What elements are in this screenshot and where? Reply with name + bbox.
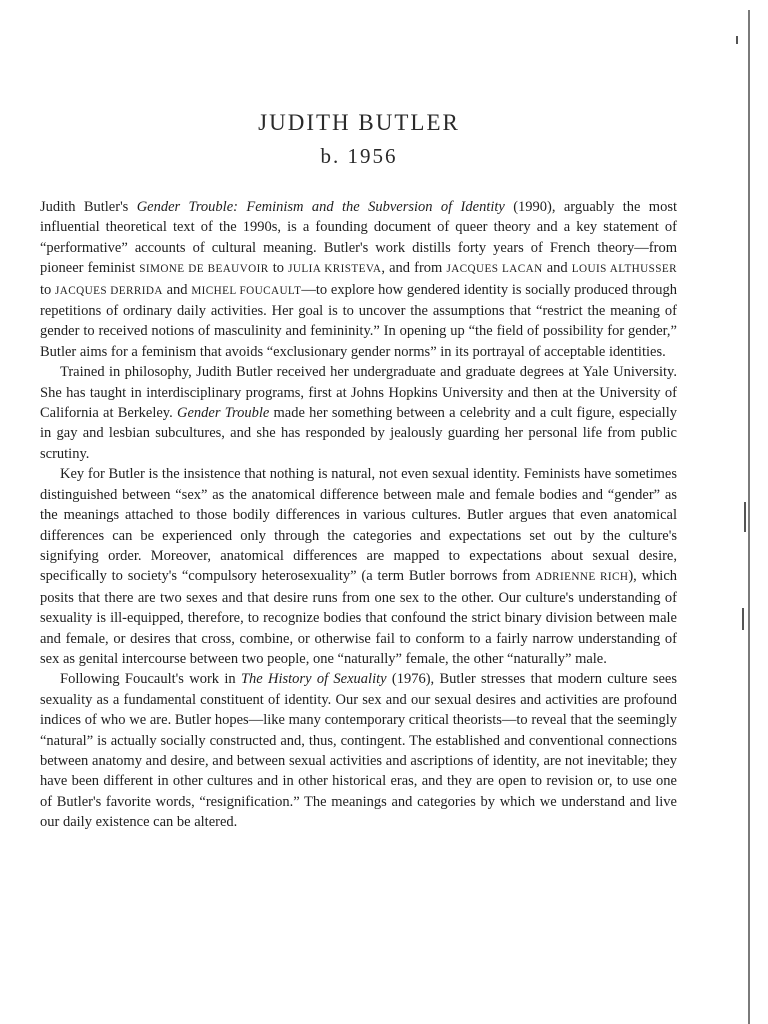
name-reference: ADRIENNE RICH bbox=[535, 571, 629, 584]
text-run: —to explore how gendered identity is socially produced through repetitions of ordinary daily activities. Her goal is to uncover the assumptions that “restrict the meaning of gender to received notions of masculinity and femininity.” In opening up “the field of possibility for gender,” Butler aims for a feminism that avoids “exclusionary gender norms” in its portrayal of acceptable identities. bbox=[40, 281, 677, 360]
text-run: Following Foucault's work in bbox=[60, 671, 241, 688]
author-name: JUDITH BUTLER bbox=[258, 110, 460, 135]
name-reference: JACQUES DERRIDA bbox=[55, 284, 163, 297]
scan-mark bbox=[742, 608, 744, 630]
text-run: (1990), arguably the most influential theoretical text of the 1990s, is a founding document of queer theory and a key statement of “performative” accounts of cultural meaning. Butler's work distills forty years of French theory—from pioneer feminist bbox=[40, 199, 677, 277]
name-reference: LOUIS ALTHUSSER bbox=[571, 263, 677, 276]
text-run: to bbox=[40, 281, 56, 298]
paragraph bbox=[40, 362, 677, 464]
text-run: Key for Butler is the insistence that nothing is natural, not even sexual identity. Feminists have sometimes distinguished between “sex” as the anatomical difference between male and female bodies and “gender” as the meanings attached to those bodily differences in various cultures. Butler argues that even anatomical differences can be experienced only through the categories and expectations set out by the culture's signifying order. Moreover, anatomical differences are mapped to expectations about sexual desire, specifically to society's “compulsory heterosexuality” (a term Butler borrows from bbox=[40, 466, 677, 585]
scan-mark bbox=[744, 502, 746, 532]
name-reference: JACQUES LACAN bbox=[446, 263, 543, 276]
name-reference: MICHEL FOUCAULT bbox=[191, 284, 302, 297]
text-run: Judith Butler's bbox=[40, 199, 137, 215]
page-edge-line bbox=[748, 10, 750, 1024]
italic-title: The History of Sexuality bbox=[240, 671, 387, 688]
name-reference: JULIA KRISTEVA bbox=[288, 263, 382, 276]
text-run: and bbox=[162, 281, 192, 298]
paragraph bbox=[40, 669, 677, 832]
paragraph bbox=[40, 197, 677, 362]
text-run: (1976), Butler stresses that modern culture sees sexuality as a fundamental constituent of identity. Our sex and our sexual desires and activities are profound indices of who we are. Butler hopes—like many contemporary critical theorists—to reveal that the seemingly “natural” is actually socially constructed and, thus, contingent. The established and conventional connections between anatomy and desire, and between sexual activities and ascriptions of identity, are not inevitable; they have been different in other cultures and in other historical eras, and they are open to revision or, to use one of Butler's favorite words, “resignification.” The meanings and categories by which we understand and live our daily existence can be altered. bbox=[40, 671, 678, 831]
paragraph bbox=[40, 464, 677, 669]
text-run: ), which posits that there are two sexes and that desire runs from one sex to the other. Our culture's understanding of sexuality is ill-equipped, therefore, to recognize bodies that confound the strict binary division between male and female, or desires that cross, combine, or otherwise fail to conform to a fairly narrow understanding of sex as genital intercourse between two people, one “naturally” female, the other “naturally” male. bbox=[40, 568, 678, 667]
text-run: to bbox=[268, 260, 289, 277]
text-run: and bbox=[542, 260, 572, 277]
scan-mark bbox=[736, 36, 738, 44]
body-text bbox=[40, 197, 677, 833]
birth-year: b. 1956 bbox=[320, 144, 398, 168]
page-header bbox=[0, 108, 718, 170]
text-run: Trained in philosophy, Judith Butler received her undergraduate and graduate degrees at Yale University. She has taught in interdisciplinary programs, first at Johns Hopkins University and then at the University of California at Berkeley. bbox=[40, 364, 677, 422]
italic-title: Gender Trouble bbox=[176, 405, 270, 422]
name-reference: SIMONE DE BEAUVOIR bbox=[139, 263, 269, 276]
text-run: , and from bbox=[381, 260, 447, 277]
italic-title: Gender Trouble: Feminism and the Subversion of Identity bbox=[136, 199, 505, 215]
text-run: made her something between a celebrity and a cult figure, especially in gay and lesbian subcultures, and she has responded by jealously guarding her personal life from public scrutiny. bbox=[40, 405, 677, 462]
